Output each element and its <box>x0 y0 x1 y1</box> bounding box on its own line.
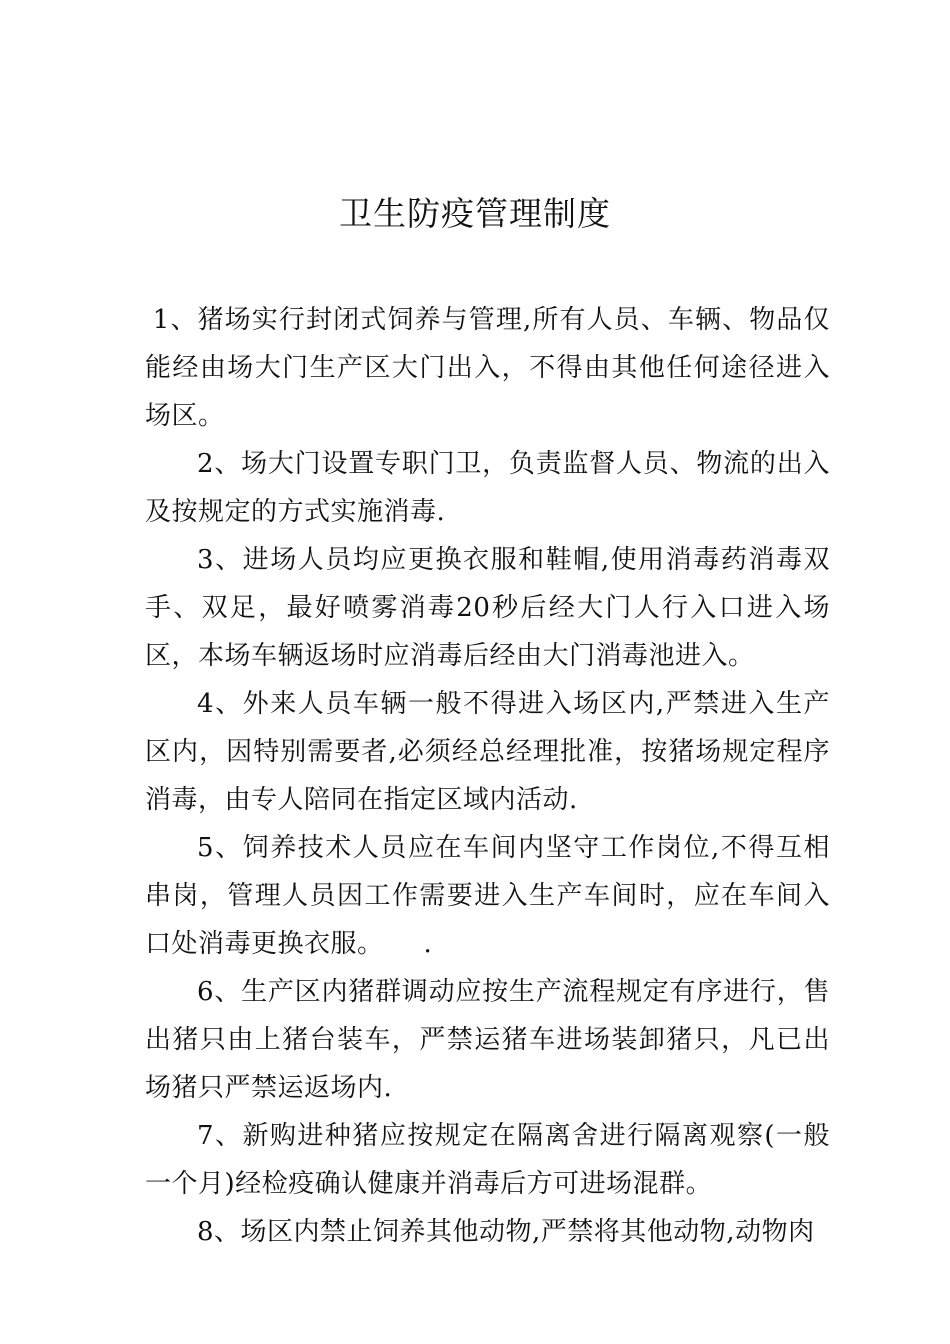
document-title: 卫生防疫管理制度 <box>339 194 611 233</box>
paragraph-5: 5、饲养技术人员应在车间内坚守工作岗位,不得互相串岗，管理人员因工作需要进入生产车间时，应在车间入口处消毒更换衣服。 . <box>145 833 830 959</box>
paragraph-3: 3、进场人员均应更换衣服和鞋帽,使用消毒药消毒双手、双足，最好喷雾消毒20秒后经大门人行入口进入场区，本场车辆返场时应消毒后经由大门消毒池进入。 <box>145 545 830 671</box>
paragraph-1: 1、猪场实行封闭式饲养与管理,所有人员、车辆、物品仅能经由场大门生产区大门出入，不得由其他任何途径进入场区。 <box>145 305 830 431</box>
paragraph-2: 2、场大门设置专职门卫，负责监督人员、物流的出入及按规定的方式实施消毒. <box>145 449 830 527</box>
paragraph-4: 4、外来人员车辆一般不得进入场区内,严禁进入生产区内，因特别需要者,必须经总经理批准，按猪场规定程序消毒，由专人陪同在指定区域内活动. <box>145 689 830 815</box>
paragraph-7: 7、新购进种猪应按规定在隔离舍进行隔离观察(一般一个月)经检疫确认健康并消毒后方可进场混群。 <box>145 1121 830 1199</box>
paragraph-8: 8、场区内禁止饲养其他动物,严禁将其他动物,动物肉 <box>197 1217 815 1247</box>
document-body <box>145 296 830 1256</box>
paragraph-6: 6、生产区内猪群调动应按生产流程规定有序进行，售出猪只由上猪台装车，严禁运猪车进场装卸猪只，凡已出场猪只严禁运返场内. <box>145 977 830 1103</box>
